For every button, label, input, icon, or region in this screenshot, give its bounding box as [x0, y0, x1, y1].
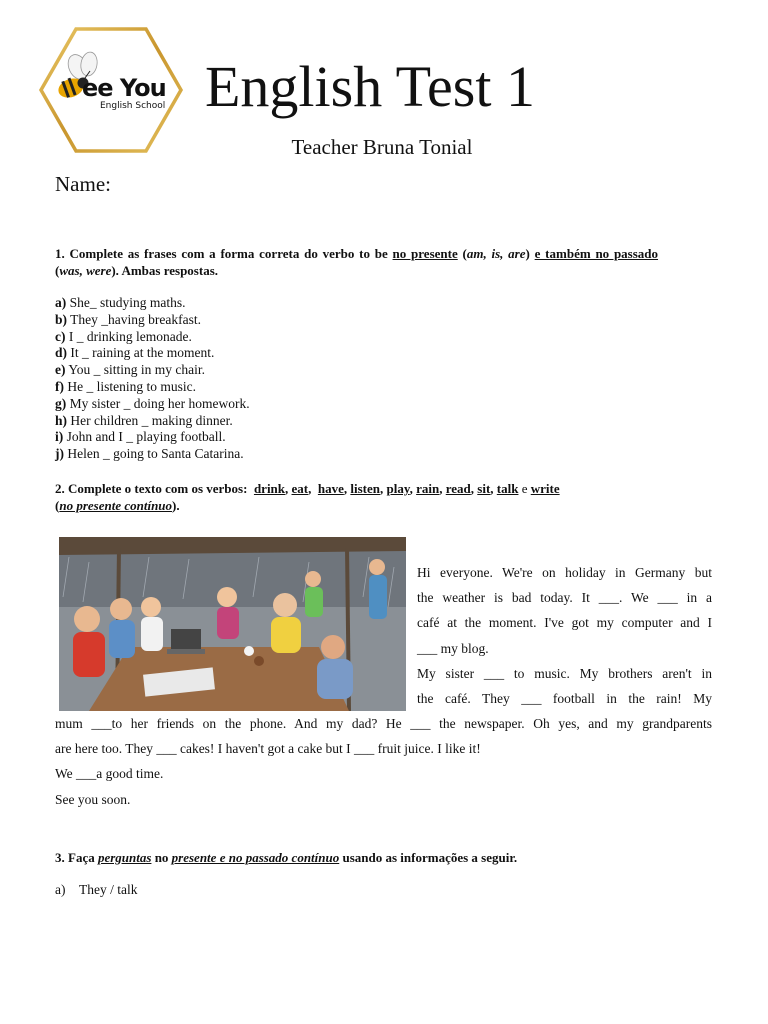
verb-drink: drink: [253, 481, 286, 496]
logo-brand: ee You: [82, 74, 166, 102]
story-line: the café. They ___ football in the rain! My: [417, 691, 712, 707]
verb-listen: listen: [350, 481, 380, 496]
story-text-side: [417, 560, 712, 711]
question-3-instructions: 3. Faça perguntas no presente e no passado contínuo usando as informações a seguir.: [55, 850, 518, 865]
list-item: a) She_ studying maths.: [55, 295, 186, 310]
list-item: e) You _ sitting in my chair.: [55, 362, 206, 378]
list-item: g) My sister _ doing her homework.: [55, 395, 250, 411]
question-1-instructions: 1. Complete as frases com a forma correta do verbo to be no presente (am, is, are) e também no passado (was, were). Ambas respostas.: [55, 246, 659, 278]
list-item: j) Helen _ going to Santa Catarina.: [55, 446, 244, 462]
verb-have: have: [317, 481, 344, 496]
story-line: ___ my blog.: [417, 640, 489, 656]
story-text-wide: [55, 711, 712, 812]
verb-play: play: [386, 481, 410, 496]
verb-read: read: [445, 481, 471, 496]
story-line: Hi everyone. We're on holiday in Germany but: [417, 565, 712, 580]
verb-sit: sit: [477, 481, 491, 496]
story-line: My sister ___ to music. My brothers aren't in: [417, 665, 712, 681]
list-item: f) He _ listening to music.: [55, 378, 196, 394]
story-line: mum ___to her friends on the phone. And my dad? He ___ the newspaper. Oh yes, and my grandparents: [55, 716, 712, 731]
story-line: the weather is bad today. It ___. We ___ in a: [417, 590, 712, 606]
logo-subtitle: English School: [100, 101, 166, 111]
list-item: c) I _ drinking lemonade.: [55, 328, 192, 344]
page-title: English Test 1: [205, 54, 535, 119]
list-item: i) John and I _ playing football.: [55, 429, 226, 445]
question-3-item: a) They / talk: [55, 882, 138, 897]
verb-rain: rain: [416, 481, 440, 496]
story-line: café at the moment. I've got my computer and I: [417, 615, 712, 631]
name-label: Name:: [55, 172, 111, 196]
list-item: h) Her children _ making dinner.: [55, 412, 233, 428]
list-item: b) They _having breakfast.: [55, 311, 201, 327]
verb-write: write: [530, 481, 560, 496]
verb-talk: talk: [496, 481, 519, 496]
story-line: We ___a good time.: [55, 766, 164, 782]
story-line: are here too. They ___ cakes! I haven't got a cake but I ___ fruit juice. I like it!: [55, 741, 481, 757]
question-1-list: [55, 295, 250, 463]
cafe-illustration: [59, 537, 406, 711]
list-item: d) It _ raining at the moment.: [55, 345, 215, 361]
verb-eat: eat: [291, 481, 309, 496]
teacher-name: Teacher Bruna Tonial: [291, 135, 473, 159]
question-2-instructions: 2. Complete o texto com os verbos: drink, eat, have, listen, play, rain, read, sit, talk e write (no presente contínuo).: [55, 481, 560, 513]
story-line: See you soon.: [55, 791, 131, 807]
